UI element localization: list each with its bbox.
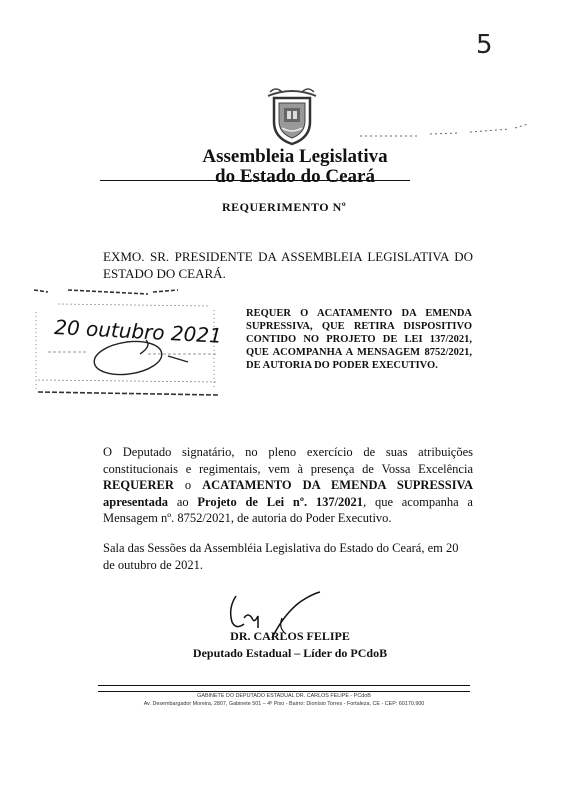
body-text-part7: , que acompanha a Mensagem nº. 8752/2021, de autoria do Poder Executivo.	[103, 494, 473, 525]
office-footer	[98, 692, 470, 708]
stamp-date-handwritten: 20 outubro 2021	[53, 315, 223, 348]
body-text-acatamento: ACATAMENTO DA EMENDA SUPRESSIVA apresentada	[103, 478, 474, 509]
protocol-stamp	[28, 282, 228, 402]
institution-name	[190, 147, 400, 187]
body-text-part1: O Deputado signatário, no pleno exercício de suas atribuições constitucionais e regimentais, vem à presença de Vossa Excelência	[103, 445, 473, 476]
body-text-projeto-lei: Projeto de Lei nº. 137/2021	[197, 494, 364, 509]
coat-of-arms-icon	[262, 84, 322, 148]
footer-office-name: GABINETE DO DEPUTADO ESTADUAL DR. CARLOS FELIPE - PCdoB	[197, 693, 371, 699]
document-title: REQUERIMENTO Nº	[222, 200, 347, 214]
signer-role: Deputado Estadual – Líder do PCdoB	[192, 646, 388, 660]
body-text-part5: ao	[168, 494, 198, 509]
footer-address: Av. Desembargador Moreira, 2807, Gabinete 501 – 4º Piso - Bairro: Dionísio Torres - Fortaleza, CE - CEP: 60170.900	[143, 701, 425, 707]
footer-divider	[98, 685, 470, 692]
institution-name-line2: do Estado do Ceará	[215, 166, 375, 187]
subject-summary: REQUER O ACATAMENTO DA EMENDA SUPRESSIVA, QUE RETIRA DISPOSITIVO CONTIDO NO PROJETO DE LEI 137/2021, QUE ACOMPANHA A MENSAGEM 8752/2021, DE AUTORIA DO PODER EXECUTIVO.	[246, 308, 472, 371]
header-divider	[100, 180, 410, 181]
closing-place-date: Sala das Sessões da Assembléia Legislativa do Estado do Ceará, em 20 de outubro de 2021.	[103, 541, 459, 572]
addressee: EXMO. SR. PRESIDENTE DA ASSEMBLEIA LEGISLATIVA DO ESTADO DO CEARÁ.	[103, 249, 473, 281]
signer-name: DR. CARLOS FELIPE	[230, 629, 350, 643]
stamp-marks	[28, 282, 228, 402]
body-text-part3: o	[173, 478, 203, 492]
page-number: 5	[476, 30, 493, 60]
scan-marks-decoration	[360, 122, 530, 142]
institution-name-line1: Assembleia Legislativa	[202, 146, 388, 167]
body-text-requerer: REQUERER	[103, 478, 174, 492]
request-body	[103, 444, 473, 527]
signer-block	[160, 628, 420, 662]
